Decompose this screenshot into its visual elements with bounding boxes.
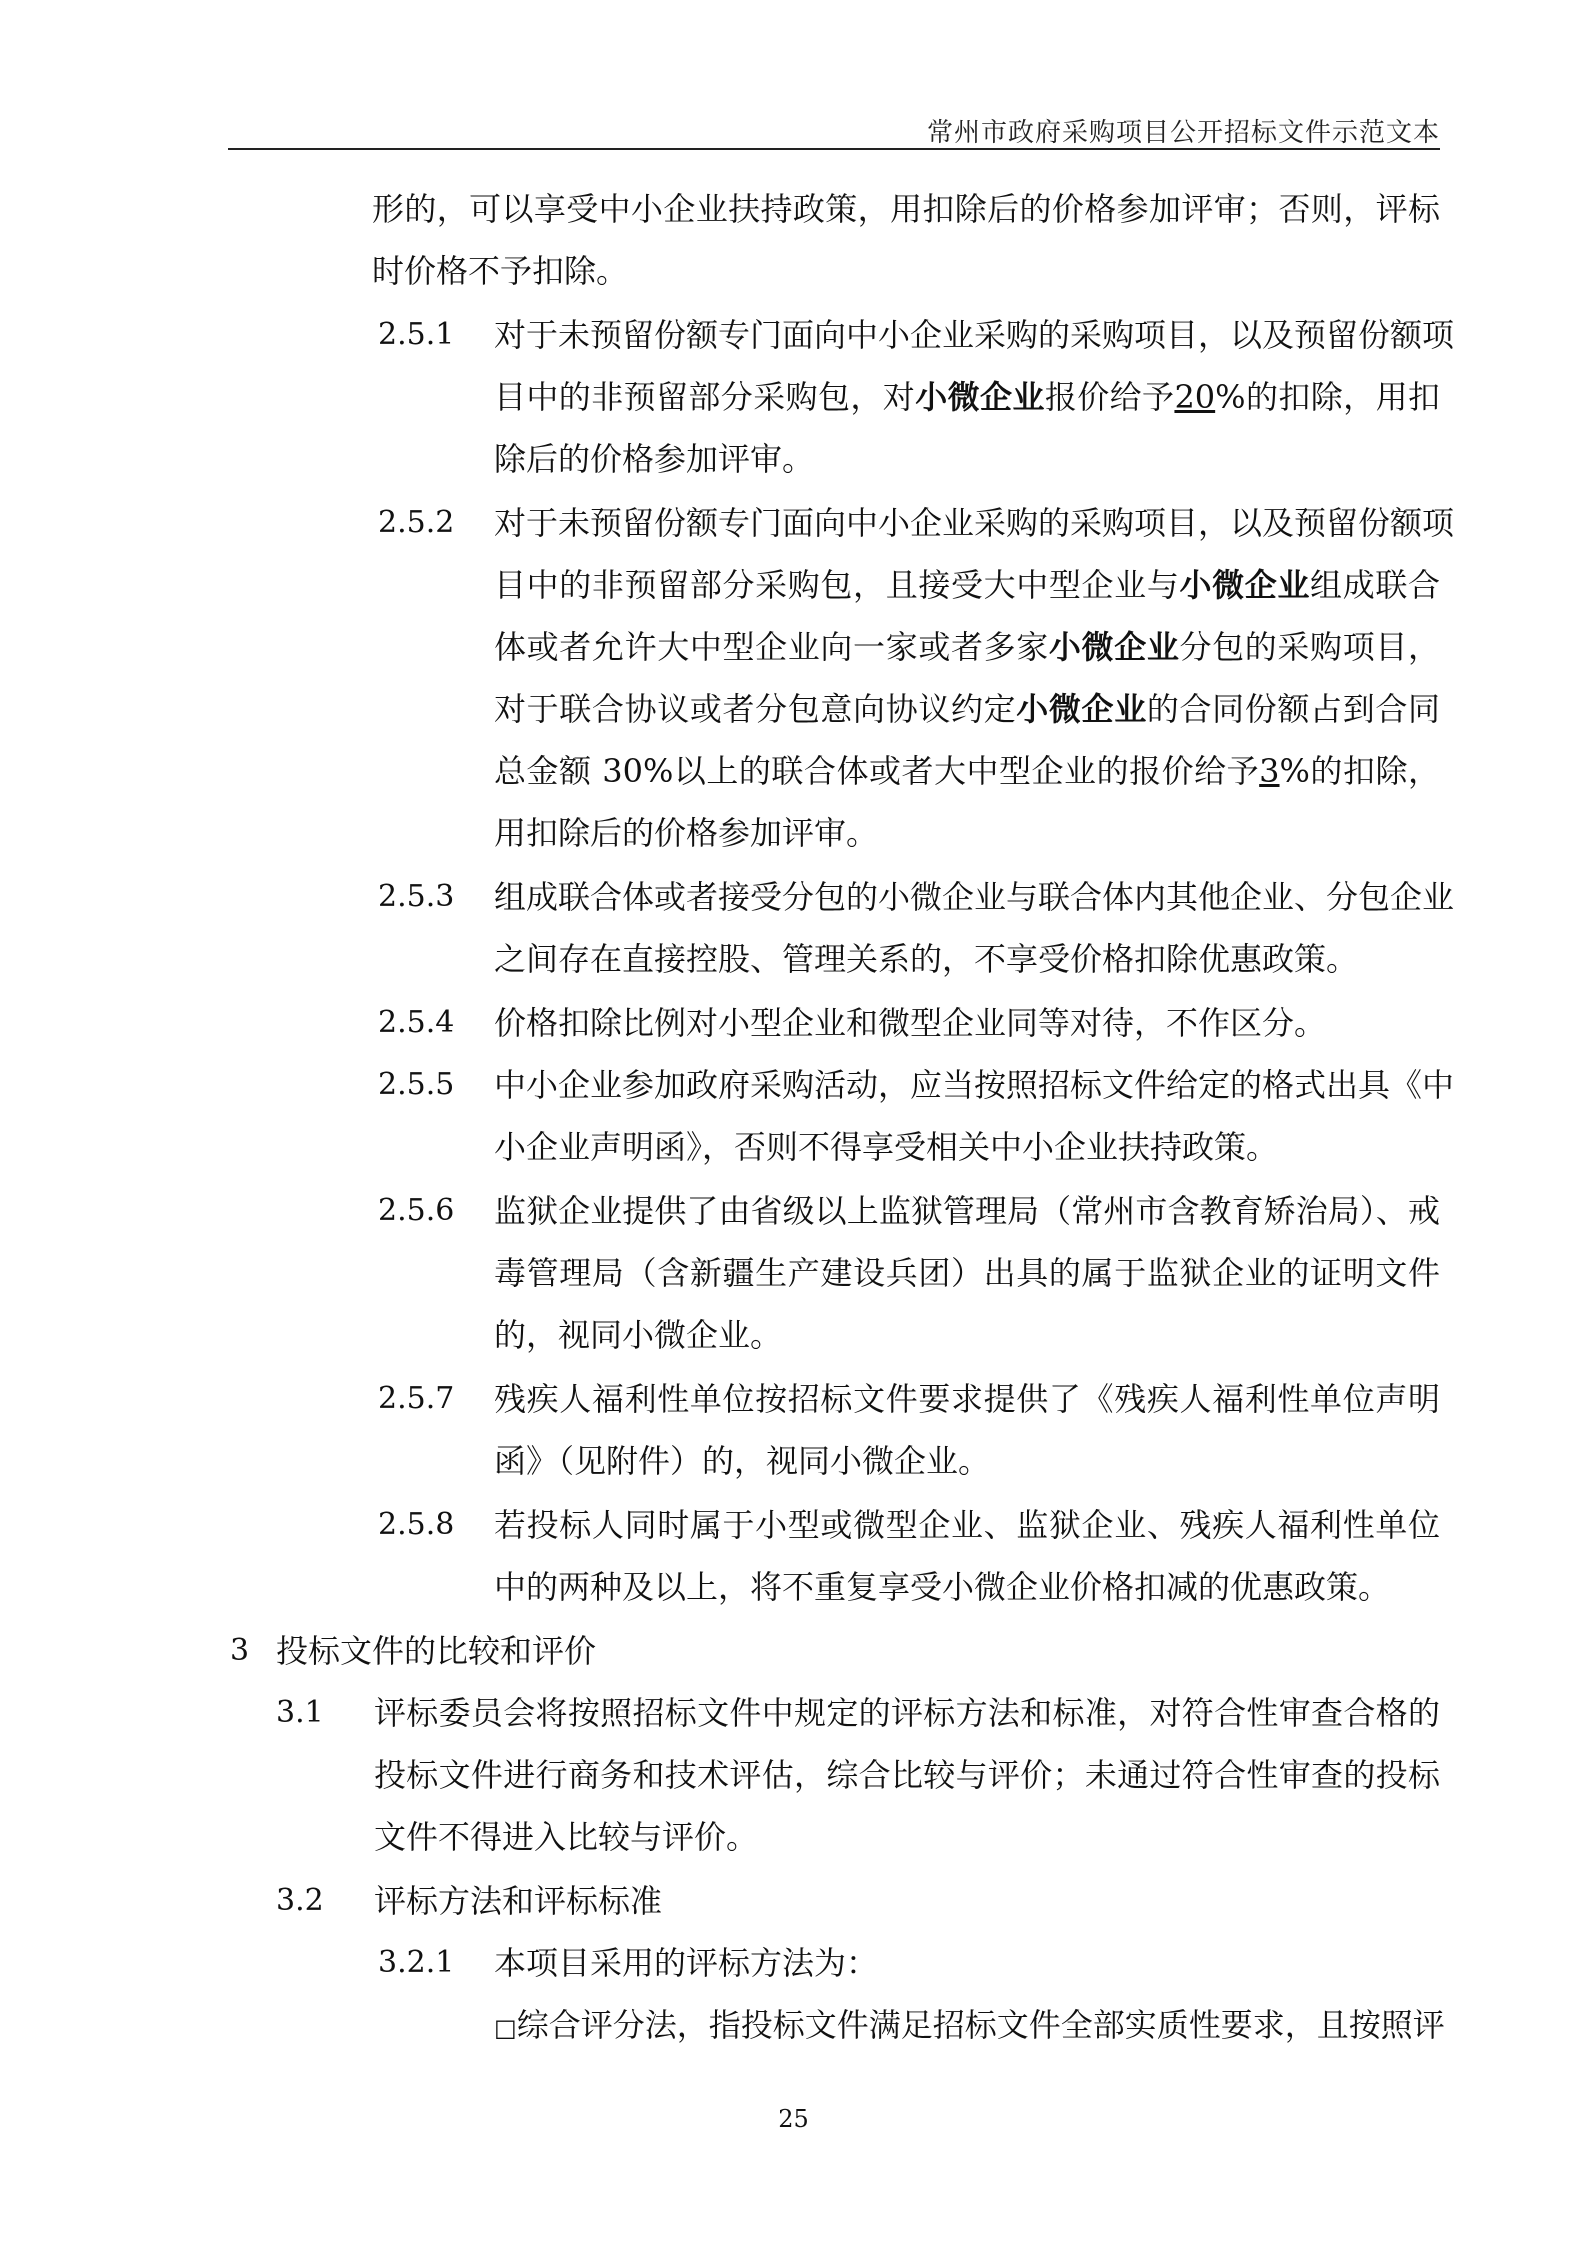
clause-line: 对于未预留份额专门面向中小企业采购的采购项目，以及预留份额项 <box>494 316 1455 354</box>
page-number: 25 <box>778 2105 809 2133</box>
clause-line: 用扣除后的价格参加评审。 <box>494 814 879 852</box>
emphasis-small-micro-enterprise: 小微企业 <box>1048 628 1180 666</box>
clause-line: 除后的价格参加评审。 <box>494 440 815 478</box>
clause-title: 评标方法和评标标准 <box>374 1882 663 1920</box>
clause-number: 2.5.5 <box>378 1067 455 1102</box>
text-run: 的合同份额占到合同 <box>1146 690 1440 728</box>
clause-line: 对于未预留份额专门面向中小企业采购的采购项目，以及预留份额项 <box>494 504 1455 542</box>
clause-line: 中小企业参加政府采购活动，应当按照招标文件给定的格式出具《中 <box>494 1066 1455 1104</box>
clause-line: 之间存在直接控股、管理关系的，不享受价格扣除优惠政策。 <box>494 940 1359 978</box>
clause-line <box>494 616 1440 678</box>
section-number: 3 <box>230 1633 250 1668</box>
clause-number: 2.5.2 <box>378 505 455 540</box>
section-title: 投标文件的比较和评价 <box>276 1632 597 1670</box>
header-title: 常州市政府采购项目公开招标文件示范文本 <box>926 118 1440 148</box>
clause-line <box>494 366 1440 428</box>
intro-line-1: 形的，可以享受中小企业扶持政策，用扣除后的价格参加评审；否则，评标 <box>372 190 1440 228</box>
text-run: 对于联合协议或者分包意向协议约定 <box>494 690 1017 728</box>
text-run: 分包的采购项目， <box>1179 628 1440 666</box>
clause-number: 3.1 <box>276 1695 324 1730</box>
clause-line: 函》（见附件）的，视同小微企业。 <box>494 1442 991 1480</box>
text-run: %的扣除，用扣 <box>1215 378 1440 416</box>
clause-number: 2.5.4 <box>378 1005 455 1040</box>
clause-line: 小企业声明函》，否则不得享受相关中小企业扶持政策。 <box>494 1128 1279 1166</box>
checkbox-icon: □ <box>494 2014 517 2042</box>
text-run: 综合评分法，指投标文件满足招标文件全部实质性要求，且按照评 <box>516 2006 1445 2044</box>
clause-line: 若投标人同时属于小型或微型企业、监狱企业、残疾人福利性单位 <box>494 1506 1440 1544</box>
clause-line <box>494 678 1440 740</box>
text-run: %的扣除， <box>1279 752 1440 790</box>
emphasis-small-micro-enterprise: 小微企业 <box>1016 690 1147 728</box>
text-run: 组成联合 <box>1310 566 1440 604</box>
text-run: 报价给予 <box>1044 378 1175 416</box>
clause-number: 2.5.3 <box>378 879 455 914</box>
text-run: 总金额 30%以上的联合体或者大中型企业的报价给予 <box>494 752 1260 790</box>
clause-number: 3.2 <box>276 1883 324 1918</box>
clause-line: 组成联合体或者接受分包的小微企业与联合体内其他企业、分包企业 <box>494 878 1455 916</box>
clause-number: 2.5.1 <box>378 317 455 352</box>
text-run: 目中的非预留部分采购包，且接受大中型企业与 <box>494 566 1180 604</box>
clause-line: 残疾人福利性单位按招标文件要求提供了《残疾人福利性单位声明 <box>494 1380 1440 1418</box>
clause-line <box>494 554 1440 616</box>
clause-line: 本项目采用的评标方法为： <box>494 1944 879 1982</box>
underlined-percent-value: 3 <box>1259 752 1280 790</box>
intro-line-2: 时价格不予扣除。 <box>372 252 629 290</box>
clause-number: 2.5.6 <box>378 1193 455 1228</box>
clause-number: 2.5.8 <box>378 1507 455 1542</box>
clause-line: 监狱企业提供了由省级以上监狱管理局（常州市含教育矫治局）、戒 <box>494 1192 1440 1230</box>
text-run: 体或者允许大中型企业向一家或者多家 <box>494 628 1049 666</box>
header-divider <box>228 148 1440 150</box>
clause-line: 评标委员会将按照招标文件中规定的评标方法和标准，对符合性审查合格的 <box>374 1694 1440 1732</box>
clause-line: 投标文件进行商务和技术评估，综合比较与评价；未通过符合性审查的投标 <box>374 1756 1440 1794</box>
clause-number: 2.5.7 <box>378 1381 455 1416</box>
text-run: 目中的非预留部分采购包，对 <box>494 378 916 416</box>
clause-line <box>494 1994 1445 2056</box>
clause-line: 毒管理局（含新疆生产建设兵团）出具的属于监狱企业的证明文件 <box>494 1254 1440 1292</box>
clause-line: 价格扣除比例对小型企业和微型企业同等对待，不作区分。 <box>494 1004 1327 1042</box>
emphasis-small-micro-enterprise: 小微企业 <box>1179 566 1311 604</box>
clause-line: 的，视同小微企业。 <box>494 1316 783 1354</box>
clause-line: 中的两种及以上，将不重复享受小微企业价格扣减的优惠政策。 <box>494 1568 1391 1606</box>
clause-line: 文件不得进入比较与评价。 <box>374 1818 759 1856</box>
clause-number: 3.2.1 <box>378 1945 455 1980</box>
underlined-percent-value: 20 <box>1174 378 1216 416</box>
clause-line <box>494 740 1440 802</box>
emphasis-small-micro-enterprise: 小微企业 <box>915 378 1045 416</box>
